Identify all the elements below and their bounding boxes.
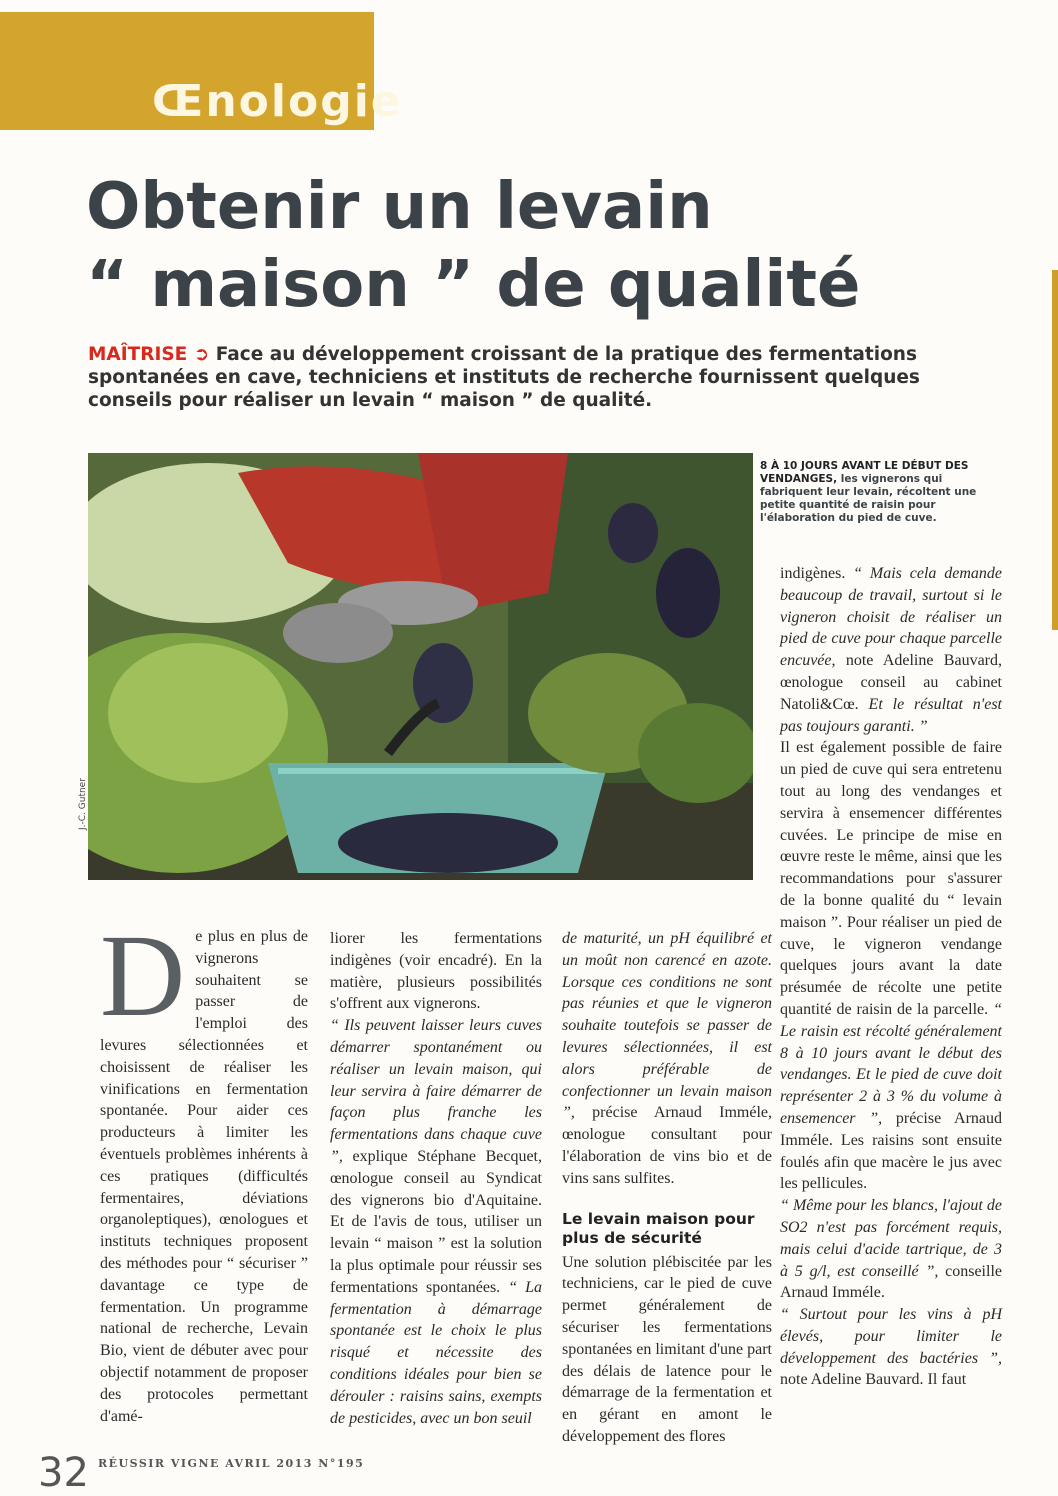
photo-caption xyxy=(760,460,990,525)
page-number: 32 xyxy=(38,1450,89,1496)
text-segment: liorer les fermentations indigènes (voir encadré). En la matière, plusieurs possibilités s'offrent aux vignerons. xyxy=(330,930,542,1013)
rubric-label: Œnologie xyxy=(152,76,403,127)
quote-immele-2: “ Le raisin est récolté généralement 8 à 10 jours avant le début des vendanges. Et le pied de cuve doit représenter 2 à 3 % du volume à ensemencer ”, xyxy=(780,1000,1002,1127)
title-line-1: Obtenir un levain xyxy=(86,170,713,244)
magazine-line: RÉUSSIR VIGNE AVRIL 2013 N°195 xyxy=(98,1457,365,1470)
paragraph-col4-a xyxy=(780,563,1002,737)
text-segment: précise Arnaud Imméle, œnologue consultant pour l'élaboration de vins bio et de vins sans sulfites. xyxy=(562,1104,772,1187)
vineyard-photo xyxy=(88,453,753,880)
body-column-4 xyxy=(780,563,1002,1391)
photo-credit: J.-C. Gutner xyxy=(78,778,88,830)
arrow-icon: ➲ xyxy=(193,344,210,365)
text-segment: note Adeline Bauvard. Il faut xyxy=(780,1371,967,1389)
paragraph-col4-b xyxy=(780,737,1002,1391)
text-segment: explique Stéphane Becquet, œnologue conseil au Syndicat des vignerons bio d'Aquitaine. Et de l'avis de tous, utiliser un levain “ maison ” est la solution la plus optimale pour réussir ses fermentations spontanées. xyxy=(330,1147,542,1296)
dropcap: D xyxy=(100,910,186,1041)
quote-bauvard-end: Et le résultat n'est pas toujours garanti. ” xyxy=(780,695,1002,735)
lead-keyword: MAÎTRISE xyxy=(88,344,188,365)
quote-immele-3: “ Même pour les blancs, l'ajout de SO2 n'est pas forcément requis, mais celui d'acide tartrique, de 3 à 5 g/l, est conseillé ”, xyxy=(780,1197,1002,1280)
text-segment: Il est également possible de faire un pied de cuve qui sera entretenu tout au long des vendanges et servira à ensemencer différentes cuvées. Le principe de mise en œuvre reste le même, ainsi que les recommandations pour s'assurer de la bonne qualité du “ levain maison ”. Pour réaliser un pied de cuve, le vigneron vendange quelques jours avant la date présumée de récolte une petite quantité de raisin de la parcelle. xyxy=(780,739,1002,1018)
title-line-2: “ maison ” de qualité xyxy=(86,248,861,322)
paragraph-col3-b: Une solution plébiscitée par les techniciens, car le pied de cuve permet généralement de sécuriser les fermentations spontanées en limitant d'une part des délais de latence pour le démarrage de la fermentation et en gérant en amont le développement des flores xyxy=(562,1253,772,1445)
quote-becquet: “ Ils peuvent laisser leurs cuves démarrer spontanément ou réaliser un levain maison, qui leur servira à faire démarrer de façon plus franche les fermentations dans chaque cuve ”, xyxy=(330,1017,542,1165)
paragraph-intro: e plus en plus de vignerons souhaitent se passer de l'emploi des levures sélectionnées et choisissent de réaliser les vinifications en fermentation spontanée. Pour aider ces producteurs à limiter les éventuels problèmes inhérents à ces pratiques (difficultés fermentaires, déviations organoleptiques), œnologues et instituts techniques proposent des méthodes pour “ sécuriser ” davantage ce type de fermentation. Un programme national de recherche, Levain Bio, vient de débuter avec pour objectif notamment de proposer des protocoles permettant d'amé- xyxy=(100,928,308,1425)
article-title xyxy=(86,168,986,324)
body-column-2 xyxy=(330,928,542,1429)
text-segment: indigènes. xyxy=(780,565,846,582)
quote-bauvard: “ Mais cela demande beaucoup de travail, surtout si le vigneron choisit de réaliser un pied de cuve pour chaque parcelle encuvée, xyxy=(780,565,1002,670)
paragraph-col3 xyxy=(562,928,772,1190)
lead-paragraph xyxy=(88,343,1003,412)
quote-immele-continued: de maturité, un pH équilibré et un moût non carencé en azote. Lorsque ces conditions ne sont pas réunies et que le vigneron souhaite toutefois se passer de levures sélectionnées, il est alors préférable de confectionner un levain maison ”, xyxy=(562,930,772,1122)
subheading: Le levain maison pour plus de sécurité xyxy=(562,1209,755,1247)
text-segment: note Adeline Bauvard, œnologue conseil au cabinet Natoli&Cœ. xyxy=(780,652,1002,713)
page-edge-tab xyxy=(1052,270,1058,630)
vineyard-photo-illustration xyxy=(88,453,753,880)
caption-text: les vignerons qui fabriquent leur levain, récoltent une petite quantité de raisin pour l'élaboration du pied de cuve. xyxy=(760,473,977,524)
body-column-1 xyxy=(100,910,308,1427)
body-column-3 xyxy=(562,928,772,1448)
quote-immele: “ La fermentation à démarrage spontanée est le choix le plus risqué et nécessite des conditions idéales pour bien se dérouler : raisins sains, exempts de pesticides, avec un bon seuil xyxy=(330,1278,543,1427)
lead-text: Face au développement croissant de la pratique des fermentations spontanées en cave, techniciens et instituts de recherche fournissent quelques conseils pour réaliser un levain “ maison ” de qualité. xyxy=(88,344,920,411)
text-segment: conseille Arnaud Imméle. xyxy=(780,1262,1002,1302)
text-segment: précise Arnaud Imméle. Les raisins sont ensuite foulés afin que macère le jus avec les pellicules. xyxy=(780,1109,1002,1193)
paragraph-col2 xyxy=(330,928,542,1429)
caption-lead: 8 À 10 JOURS AVANT LE DÉBUT DES VENDANGES, xyxy=(760,460,969,485)
quote-bauvard-2: “ Surtout pour les vins à pH élevés, pour limiter le développement des bactéries ”, xyxy=(780,1306,1002,1367)
